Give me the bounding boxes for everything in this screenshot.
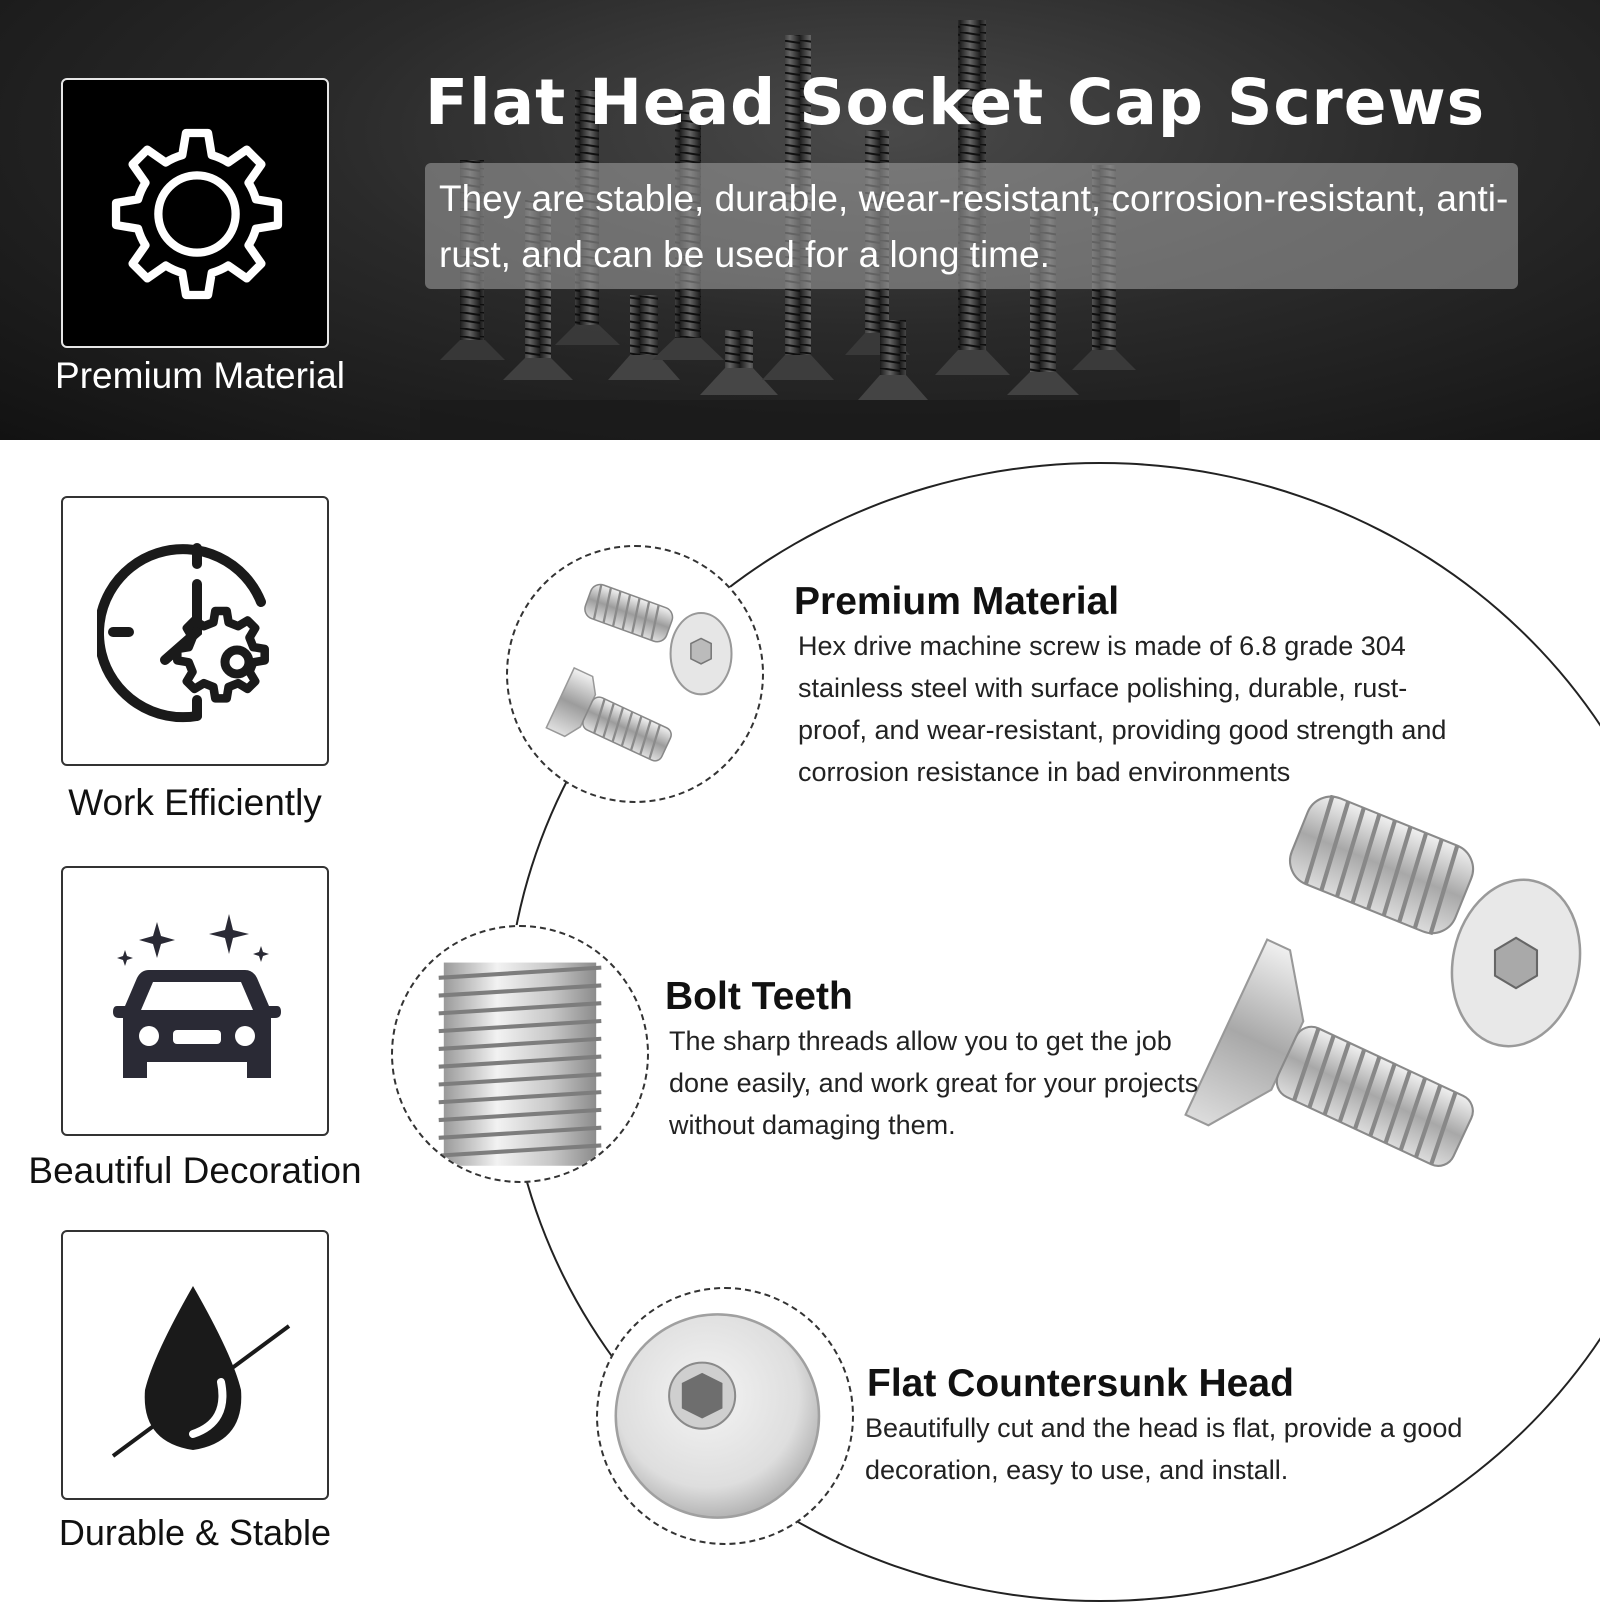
premium-material-icon-box [61, 78, 329, 348]
thread-closeup-photo [393, 927, 647, 1181]
subtitle-text: They are stable, durable, wear-resistant, corrosion-resistant, anti-rust, and can be used for a long time. [439, 178, 1509, 275]
work-efficiently-label: Work Efficiently [68, 782, 322, 823]
large-screws-image [1180, 795, 1600, 1215]
beautiful-decoration-label: Beautiful Decoration [28, 1150, 362, 1191]
beautiful-decoration-icon-box [61, 866, 329, 1136]
premium-material-label: Premium Material [55, 355, 345, 396]
countersunk-head-thumbnail [596, 1287, 854, 1545]
flat-head-photo [598, 1289, 852, 1543]
subtitle-panel [425, 163, 1518, 289]
detail-title-flat-countersunk-head: Flat Countersunk Head [867, 1362, 1294, 1405]
hero-banner [0, 0, 1600, 440]
page-title: Flat Head Socket Cap Screws [425, 66, 1486, 139]
clock-gear-icon [97, 532, 297, 732]
bolt-teeth-thumbnail [391, 925, 649, 1183]
gear-icon [105, 122, 289, 306]
detail-title-bolt-teeth: Bolt Teeth [665, 975, 853, 1018]
screws-photo [508, 547, 762, 801]
detail-title-premium-material: Premium Material [794, 580, 1120, 623]
car-sparkle-icon [97, 902, 297, 1102]
durable-stable-label: Durable & Stable [58, 1512, 332, 1553]
water-drop-icon [97, 1266, 297, 1466]
premium-material-thumbnail [506, 545, 764, 803]
durable-stable-icon-box [61, 1230, 329, 1500]
work-efficiently-icon-box [61, 496, 329, 766]
detail-text-premium-material: Hex drive machine screw is made of 6.8 grade 304 stainless steel with surface polishing, durable, rust-proof, and wear-resistant, providing good strength and corrosion resistance in bad environments [798, 631, 1447, 787]
detail-text-flat-countersunk-head: Beautifully cut and the head is flat, provide a good decoration, easy to use, and install. [865, 1413, 1463, 1485]
detail-text-bolt-teeth: The sharp threads allow you to get the job done easily, and work great for your projects without damaging them. [669, 1026, 1199, 1140]
